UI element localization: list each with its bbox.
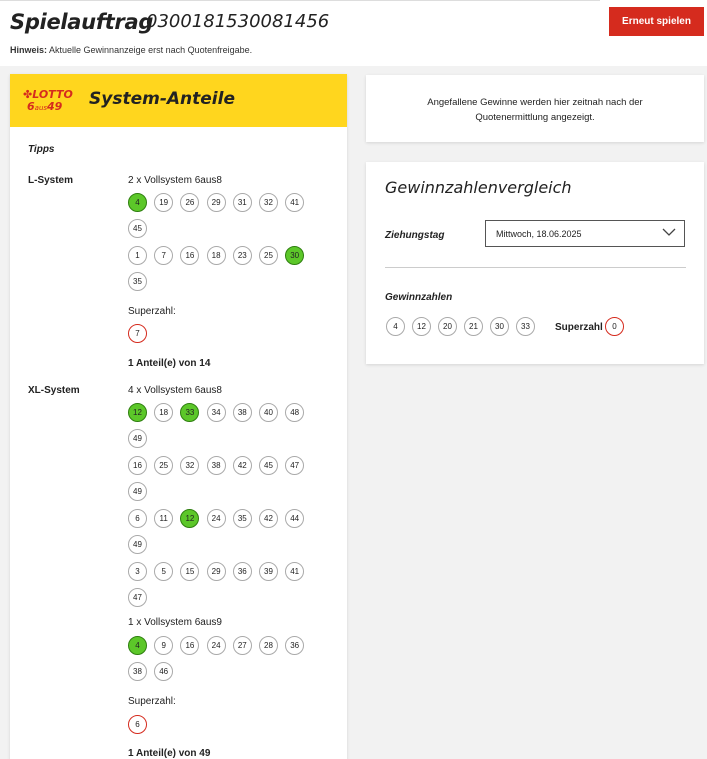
order-number: 0300181530081456 (146, 11, 330, 32)
lotto-number-ball: 25 (259, 246, 278, 265)
lotto-number-ball: 28 (259, 636, 278, 655)
lotto-number-ball: 42 (233, 456, 252, 475)
lotto-logo (23, 88, 75, 114)
lotto-number-ball: 26 (180, 193, 199, 212)
comparison-title: Gewinnzahlenvergleich (385, 178, 572, 197)
lotto-number-ball: 47 (285, 456, 304, 475)
l-system-label: L-System (28, 175, 74, 186)
lotto-number-ball: 9 (154, 636, 173, 655)
lotto-number-ball: 47 (128, 588, 147, 607)
lotto-number-ball: 35 (128, 272, 147, 291)
hint-body: Aktuelle Gewinnanzeige erst nach Quotenfreigabe. (49, 45, 253, 55)
lotto-number-ball: 16 (180, 636, 199, 655)
hint-label: Hinweis: (10, 45, 48, 55)
logo-six: 6 (27, 100, 35, 113)
lotto-number-ball: 42 (259, 509, 278, 528)
lotto-number-ball: 29 (207, 562, 226, 581)
lotto-number-ball: 36 (233, 562, 252, 581)
winning-number-ball: 20 (438, 317, 457, 336)
lotto-number-ball: 23 (233, 246, 252, 265)
lotto-number-ball: 1 (128, 246, 147, 265)
lotto-number-ball: 32 (259, 193, 278, 212)
tipps-label: Tipps (28, 144, 55, 155)
lotto-number-ball: 49 (128, 535, 147, 554)
lotto-number-ball: 46 (154, 662, 173, 681)
lotto-number-ball: 12 (128, 403, 147, 422)
notice-card (366, 75, 704, 142)
lotto-number-ball: 38 (233, 403, 252, 422)
lotto-number-ball: 49 (128, 482, 147, 501)
notice-line-1: Angefallene Gewinne werden hier zeitnah nach der (427, 97, 643, 108)
system-shares-card (10, 74, 347, 759)
lotto-number-ball: 29 (207, 193, 226, 212)
clover-icon: ✤ (23, 88, 33, 101)
lotto-number-ball: 18 (154, 403, 173, 422)
replay-button[interactable]: Erneut spielen (609, 7, 704, 36)
lotto-number-ball: 16 (128, 456, 147, 475)
divider (385, 267, 686, 268)
lotto-number-ball: 40 (259, 403, 278, 422)
lotto-number-ball: 38 (207, 456, 226, 475)
winning-superzahl-label: Superzahl (555, 322, 603, 333)
lotto-number-ball: 39 (259, 562, 278, 581)
lotto-number-ball: 34 (207, 403, 226, 422)
lotto-number-ball: 24 (207, 509, 226, 528)
card-header (10, 74, 347, 127)
lotto-number-ball: 25 (154, 456, 173, 475)
lotto-number-ball: 31 (233, 193, 252, 212)
logo-aus: aus (34, 104, 48, 112)
lotto-number-ball: 16 (180, 246, 199, 265)
superzahl-label: Superzahl: (128, 696, 176, 707)
lotto-number-ball: 15 (180, 562, 199, 581)
xl-system-label: XL-System (28, 385, 80, 396)
winning-number-ball: 30 (490, 317, 509, 336)
notice-line-2: Quotenermittlung angezeigt. (475, 112, 595, 123)
superzahl-ball: 6 (128, 715, 147, 734)
share-text: 1 Anteil(e) von 14 (128, 358, 211, 369)
lotto-number-ball: 27 (233, 636, 252, 655)
lotto-number-ball: 18 (207, 246, 226, 265)
lotto-number-ball: 45 (259, 456, 278, 475)
lotto-number-ball: 48 (285, 403, 304, 422)
top-bar (0, 0, 707, 66)
lotto-number-ball: 30 (285, 246, 304, 265)
top-divider (0, 0, 600, 5)
lotto-number-ball: 36 (285, 636, 304, 655)
lotto-number-ball: 4 (128, 636, 147, 655)
winning-number-ball: 33 (516, 317, 535, 336)
superzahl-ball: 7 (128, 324, 147, 343)
lotto-number-ball: 35 (233, 509, 252, 528)
hint-text (10, 45, 252, 55)
draw-day-select[interactable] (485, 220, 685, 247)
winning-number-ball: 21 (464, 317, 483, 336)
xl-system-subtitle: 4 x Vollsystem 6aus8 (128, 385, 222, 396)
lotto-number-ball: 33 (180, 403, 199, 422)
winning-number-ball: 4 (386, 317, 405, 336)
lotto-number-ball: 3 (128, 562, 147, 581)
lotto-number-ball: 45 (128, 219, 147, 238)
superzahl-label: Superzahl: (128, 306, 176, 317)
lotto-number-ball: 19 (154, 193, 173, 212)
lotto-number-ball: 41 (285, 562, 304, 581)
numbers-comparison-card (366, 162, 704, 364)
lotto-number-ball: 11 (154, 509, 173, 528)
lotto-number-ball: 5 (154, 562, 173, 581)
lotto-number-ball: 38 (128, 662, 147, 681)
lotto-number-ball: 24 (207, 636, 226, 655)
page-title: Spielauftrag (10, 10, 154, 34)
lotto-number-ball: 44 (285, 509, 304, 528)
lotto-number-ball: 49 (128, 429, 147, 448)
lotto-number-ball: 7 (154, 246, 173, 265)
lotto-number-ball: 6 (128, 509, 147, 528)
xl-system-subtitle-2: 1 x Vollsystem 6aus9 (128, 617, 222, 628)
logo-fortynine: 49 (47, 100, 63, 113)
share-text: 1 Anteil(e) von 49 (128, 748, 211, 759)
chevron-down-icon (662, 227, 676, 237)
card-title: System-Anteile (89, 89, 235, 109)
winning-number-ball: 12 (412, 317, 431, 336)
l-system-subtitle: 2 x Vollsystem 6aus8 (128, 175, 222, 186)
winning-superzahl-ball: 0 (605, 317, 624, 336)
logo-lotto-text: LOTTO (32, 88, 73, 101)
lotto-number-ball: 32 (180, 456, 199, 475)
draw-day-label: Ziehungstag (385, 230, 445, 241)
lotto-number-ball: 12 (180, 509, 199, 528)
winning-numbers-label: Gewinnzahlen (385, 292, 453, 303)
lotto-number-ball: 4 (128, 193, 147, 212)
draw-day-value: Mittwoch, 18.06.2025 (496, 229, 582, 239)
lotto-number-ball: 41 (285, 193, 304, 212)
